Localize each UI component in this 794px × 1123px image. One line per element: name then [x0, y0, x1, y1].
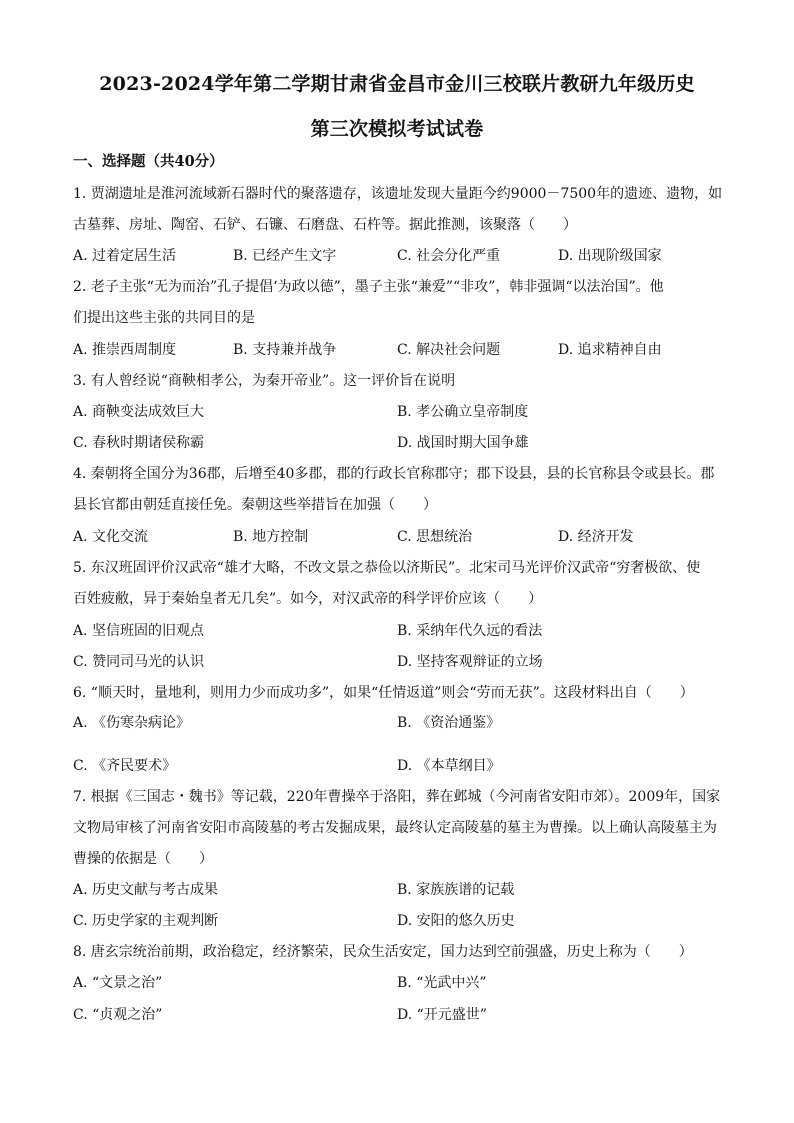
question-5-option-a: A. 坚信班固的旧观点 [73, 623, 205, 639]
section-heading: 一、选择题（共40分） [73, 153, 224, 170]
question-3-option-d: D. 战国时期大国争雄 [397, 435, 529, 451]
question-6-option-a: A. 《伤寒杂病论》 [73, 715, 191, 731]
question-5-option-c: C. 赞同司马光的认识 [73, 654, 205, 670]
question-3-option-a: A. 商鞅变法成效巨大 [73, 404, 205, 420]
question-4-option-a: A. 文化交流 [73, 529, 149, 545]
question-6-stem-line-1: 6. “顺天时，量地利，则用力少而成功多”，如果“任情返道”则会“劳而无获”。这段材料出自（ ） [73, 685, 694, 701]
question-6-option-d: D. 《本草纲目》 [397, 758, 501, 774]
question-1-option-a: A. 过着定居生活 [73, 248, 177, 264]
question-7-stem-line-1: 7. 根据《三国志・魏书》等记载，220年曹操卒于洛阳，葬在邺城（今河南省安阳市郊）。2009年，国家 [73, 789, 721, 805]
question-5-stem-line-1: 5. 东汉班固评价汉武帝“雄才大略，不改文景之恭俭以济斯民”。北宋司马光评价汉武帝“穷奢极欲、使 [73, 560, 701, 576]
question-8-option-d: D. “开元盛世” [397, 1007, 487, 1023]
question-4-option-b: B. 地方控制 [233, 529, 309, 545]
question-4-stem-line-1: 4. 秦朝将全国分为36郡，后增至40多郡，郡的行政长官称郡守；郡下设县，县的长官称县令或县长。郡 [73, 466, 715, 482]
question-3-option-c: C. 春秋时期诸侯称霸 [73, 435, 205, 451]
question-2-option-b: B. 支持兼并战争 [233, 342, 337, 358]
question-1-option-c: C. 社会分化严重 [397, 248, 501, 264]
question-6-option-c: C. 《齐民要术》 [73, 758, 177, 774]
question-5-option-b: B. 采纳年代久远的看法 [397, 623, 543, 639]
question-7-stem-line-3: 曹操的依据是（ ） [73, 851, 213, 867]
question-6-option-b: B. 《资治通鉴》 [397, 715, 501, 731]
exam-title: 2023-2024学年第二学期甘肃省金昌市金川三校联片教研九年级历史 [99, 73, 695, 95]
question-8-stem-line-1: 8. 唐玄宗统治前期，政治稳定，经济繁荣，民众生活安定，国力达到空前强盛，历史上称为（ ） [73, 944, 693, 960]
question-1-stem-line-2: 古墓葬、房址、陶窑、石铲、石镰、石磨盘、石杵等。据此推测，该聚落（ ） [73, 217, 577, 233]
question-5-stem-line-2: 百姓疲敝，异于秦始皇者无几矣”。如今，对汉武帝的科学评价应该（ ） [73, 591, 543, 607]
question-8-option-c: C. “贞观之治” [73, 1007, 163, 1023]
question-3-stem-line-1: 3. 有人曾经说“商鞅相孝公，为秦开帝业”。这一评价旨在说明 [73, 373, 456, 389]
question-8-option-a: A. “文景之治” [73, 975, 163, 991]
question-2-option-d: D. 追求精神自由 [558, 342, 662, 358]
question-7-option-c: C. 历史学家的主观判断 [73, 913, 219, 929]
question-2-stem-line-2: 们提出这些主张的共同目的是 [73, 310, 255, 326]
question-7-stem-line-2: 文物局审核了河南省安阳市高陵墓的考古发掘成果，最终认定高陵墓的墓主为曹操。以上确认高陵墓主为 [73, 820, 717, 836]
question-3-option-b: B. 孝公确立皇帝制度 [397, 404, 529, 420]
exam-subtitle: 第三次模拟考试试卷 [310, 118, 484, 140]
question-2-stem-line-1: 2. 老子主张“无为而治”孔子提倡‘为政以德”，墨子主张“兼爱”“非攻”，韩非强调“以法治国”。他 [73, 279, 664, 295]
question-7-option-a: A. 历史文献与考古成果 [73, 882, 219, 898]
question-1-option-d: D. 出现阶级国家 [558, 248, 662, 264]
question-7-option-d: D. 安阳的悠久历史 [397, 913, 515, 929]
question-7-option-b: B. 家族族谱的记载 [397, 882, 515, 898]
question-4-option-d: D. 经济开发 [558, 529, 634, 545]
question-1-option-b: B. 已经产生文字 [233, 248, 337, 264]
question-4-stem-line-2: 县长官都由朝廷直接任免。秦朝这些举措旨在加强（ ） [73, 497, 437, 513]
question-2-option-a: A. 推崇西周制度 [73, 342, 177, 358]
question-4-option-c: C. 思想统治 [397, 529, 473, 545]
question-1-stem-line-1: 1. 贾湖遗址是淮河流域新石器时代的聚落遗存，该遗址发现大量距今约9000－7500年的遗迹、遗物，如 [73, 186, 723, 202]
question-5-option-d: D. 坚持客观辩证的立场 [397, 654, 543, 670]
question-8-option-b: B. “光武中兴” [397, 975, 487, 991]
question-2-option-c: C. 解决社会问题 [397, 342, 501, 358]
